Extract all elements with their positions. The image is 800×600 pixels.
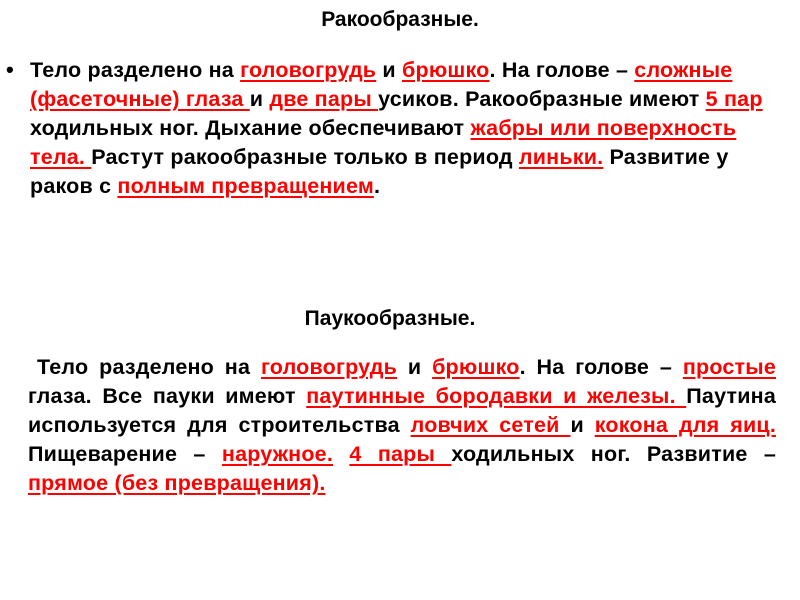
highlighted-term: 4 пары bbox=[349, 442, 452, 466]
text-segment: Развитие у раков с bbox=[30, 145, 729, 198]
text-segment: . На голове – bbox=[519, 355, 683, 379]
highlighted-term: полным превращением bbox=[117, 174, 374, 198]
section-title-arachnids: Паукообразные. bbox=[304, 307, 476, 330]
bullet-marker: • bbox=[6, 57, 14, 82]
text-segment: усиков. Ракообразные имеют bbox=[378, 87, 706, 111]
text-segment: Тело разделено на bbox=[37, 355, 261, 379]
text-segment: глаза. Все пауки имеют bbox=[28, 384, 307, 408]
highlighted-term: брюшко bbox=[402, 58, 490, 82]
text-segment: и bbox=[570, 413, 595, 437]
highlighted-term: жабры или поверхность тела. bbox=[30, 116, 737, 169]
text-segment: Паутина используется для строительства bbox=[28, 384, 776, 437]
highlighted-term: головогрудь bbox=[260, 355, 398, 379]
text-segment: и bbox=[397, 355, 433, 379]
highlighted-term: паутинные бородавки и железы. bbox=[306, 384, 687, 408]
highlighted-term: 5 пар bbox=[705, 87, 763, 111]
text-segment: ходильных ног. Развитие – bbox=[451, 442, 776, 466]
text-segment bbox=[333, 442, 349, 466]
highlighted-term: сложные (фасеточные) глаза bbox=[30, 58, 733, 111]
highlighted-term: брюшко bbox=[432, 355, 520, 379]
highlighted-term: кокона для яиц. bbox=[594, 413, 776, 437]
text-segment: . bbox=[373, 174, 381, 198]
highlighted-term: головогрудь bbox=[240, 58, 377, 82]
text-segment: и bbox=[376, 58, 402, 82]
text-segment: . На голове – bbox=[489, 58, 635, 82]
text-segment: Тело разделено на bbox=[30, 58, 241, 82]
highlighted-term: прямое (без превращения). bbox=[28, 471, 326, 495]
highlighted-term: ловчих сетей bbox=[410, 413, 571, 437]
paragraph-arachnids bbox=[28, 353, 776, 498]
highlighted-term: две пары bbox=[269, 87, 379, 111]
highlighted-term: простые bbox=[682, 355, 777, 379]
highlighted-term: линьки. bbox=[518, 145, 604, 169]
text-segment: и bbox=[249, 87, 270, 111]
text-segment: ходильных ног. Дыхание обеспечивают bbox=[30, 116, 471, 140]
text-segment: Растут ракообразные только в период bbox=[91, 145, 519, 169]
text-segment: Пищеварение – bbox=[28, 442, 222, 466]
section-title-crustaceans: Ракообразные. bbox=[321, 8, 479, 31]
highlighted-term: наружное. bbox=[221, 442, 334, 466]
paragraph-crustaceans bbox=[30, 56, 782, 201]
